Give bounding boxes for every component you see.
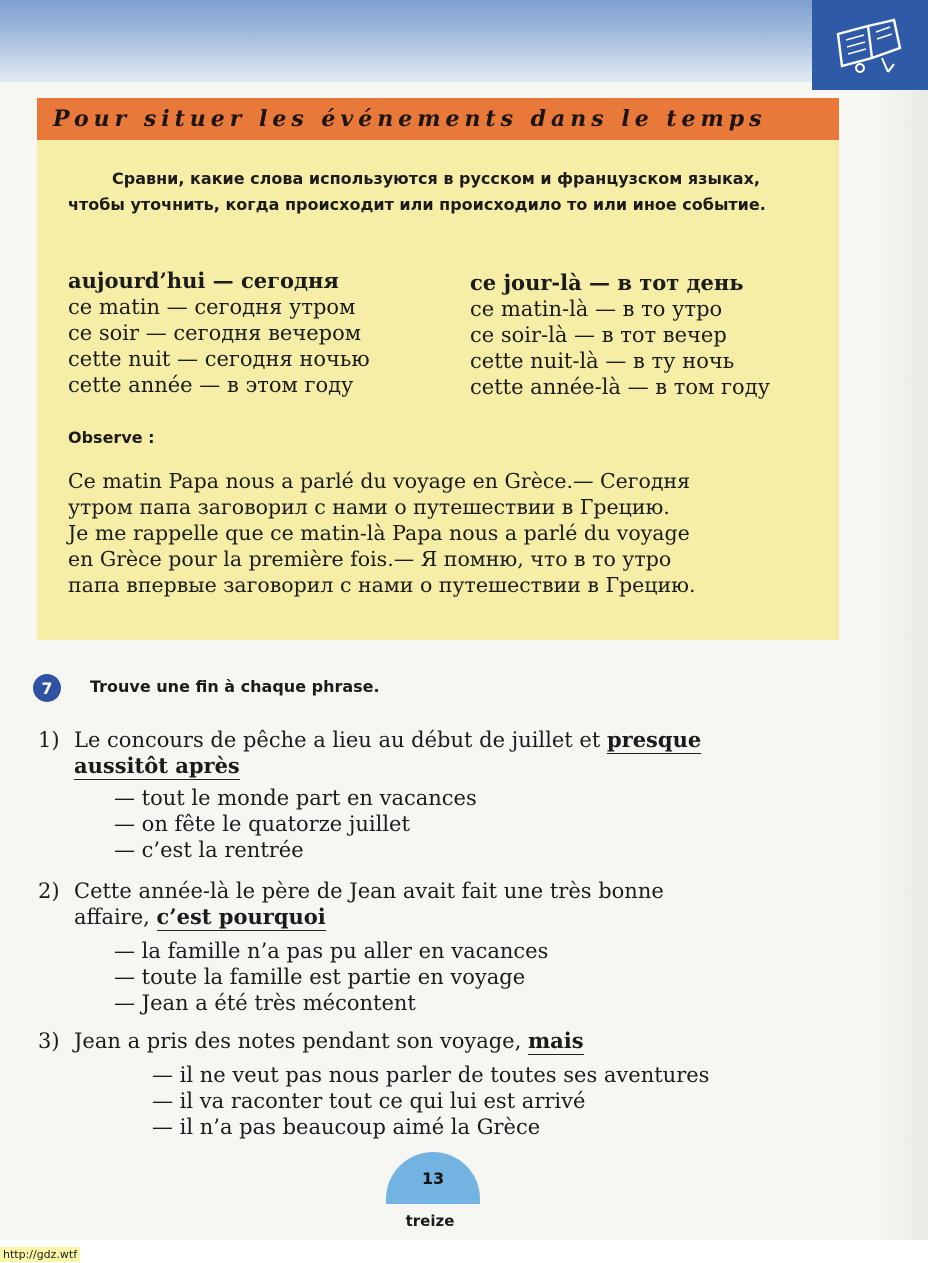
item-text: Cette année-là le père de Jean avait fait une très bonne bbox=[74, 879, 664, 903]
vocab-item: cette nuit-là — в ту ночь bbox=[470, 349, 735, 373]
page-number-word: treize bbox=[405, 1212, 455, 1230]
answer-option[interactable]: — tout le monde part en vacances bbox=[114, 786, 477, 810]
vocab-item: cette année-là — в том году bbox=[470, 375, 770, 399]
vocab-item: ce matin — сегодня утром bbox=[68, 295, 356, 319]
watermark-link[interactable]: http://gdz.wtf bbox=[0, 1247, 80, 1262]
observe-line: Je me rappelle que ce matin-là Papa nous a parlé du voyage bbox=[68, 521, 690, 545]
answer-option[interactable]: — toute la famille est partie en voyage bbox=[114, 965, 526, 989]
section-title-bar bbox=[37, 98, 839, 140]
vocab-column-left bbox=[68, 268, 370, 398]
exercise-title: Trouve une fin à chaque phrase. bbox=[90, 677, 380, 696]
observe-label: Observe : bbox=[68, 428, 155, 447]
vocab-item: aujourd’hui — сегодня bbox=[68, 268, 339, 293]
answer-option[interactable]: — il va raconter tout ce qui lui est arrivé bbox=[152, 1089, 586, 1113]
item-2-options bbox=[114, 938, 548, 1016]
page-bottom-edge bbox=[0, 1240, 928, 1263]
item-number: 1) bbox=[38, 728, 60, 752]
vocab-item: ce soir-là — в тот вечер bbox=[470, 323, 727, 347]
exercise-item-2 bbox=[38, 878, 838, 932]
answer-option[interactable]: — on fête le quatorze juillet bbox=[114, 812, 410, 836]
exercise-item-3 bbox=[38, 1028, 838, 1056]
exercise-item-1 bbox=[38, 727, 838, 781]
item-stem bbox=[74, 878, 664, 930]
item-text: affaire, bbox=[74, 905, 157, 929]
answer-option[interactable]: — il ne veut pas nous parler de toutes ses aventures bbox=[152, 1063, 710, 1087]
item-stem bbox=[74, 727, 701, 779]
item-connector: aussitôt après bbox=[74, 753, 240, 778]
item-text: Le concours de pêche a lieu au début de juillet et bbox=[74, 728, 607, 752]
section-title: Pour situer les événements dans le temps bbox=[53, 106, 767, 132]
answer-option[interactable]: — Jean a été très mécontent bbox=[114, 991, 416, 1015]
observe-example bbox=[68, 468, 808, 598]
vocab-item: cette nuit — сегодня ночью bbox=[68, 347, 370, 371]
vocab-item: ce matin-là — в то утро bbox=[470, 297, 723, 321]
page-edge-shadow bbox=[880, 90, 928, 1240]
item-stem bbox=[74, 1028, 584, 1054]
item-connector: mais bbox=[527, 1028, 584, 1053]
observe-line: en Grèce pour la première fois.— Я помню, что в то утро bbox=[68, 547, 672, 571]
answer-option[interactable]: — la famille n’a pas pu aller en vacances bbox=[114, 939, 549, 963]
item-number: 3) bbox=[38, 1029, 60, 1053]
vocab-item: ce soir — сегодня вечером bbox=[68, 321, 362, 345]
page-number: 13 bbox=[421, 1168, 445, 1188]
exercise-number-badge: 7 bbox=[33, 674, 61, 702]
item-3-options bbox=[152, 1062, 709, 1140]
vocab-column-right bbox=[470, 270, 770, 400]
answer-option[interactable]: — c’est la rentrée bbox=[114, 838, 304, 862]
item-text: Jean a pris des notes pendant son voyage, bbox=[74, 1029, 528, 1053]
item-connector: presque bbox=[606, 727, 702, 752]
vocab-item: cette année — в этом году bbox=[68, 373, 354, 397]
vocab-item: ce jour-là — в тот день bbox=[470, 270, 744, 295]
item-1-options bbox=[114, 785, 477, 863]
page-number-tab bbox=[386, 1152, 480, 1204]
answer-option[interactable]: — il n’a pas beaucoup aimé la Grèce bbox=[152, 1115, 541, 1139]
reading-book-icon bbox=[832, 12, 908, 76]
header-band bbox=[0, 0, 812, 82]
instruction-text: Сравни, какие слова используются в русском и французском языках, чтобы уточнить, когда происходит или происходило то или иное событие. bbox=[68, 169, 766, 214]
observe-line: утром папа заговорил с нами о путешествии в Грецию. bbox=[68, 495, 670, 519]
item-connector: c’est pourquoi bbox=[156, 904, 326, 929]
item-number: 2) bbox=[38, 879, 60, 903]
observe-line: Ce matin Papa nous a parlé du voyage en Grèce.— Сегодня bbox=[68, 469, 691, 493]
corner-badge bbox=[812, 0, 928, 90]
observe-line: папа впервые заговорил с нами о путешествии в Грецию. bbox=[68, 573, 696, 597]
